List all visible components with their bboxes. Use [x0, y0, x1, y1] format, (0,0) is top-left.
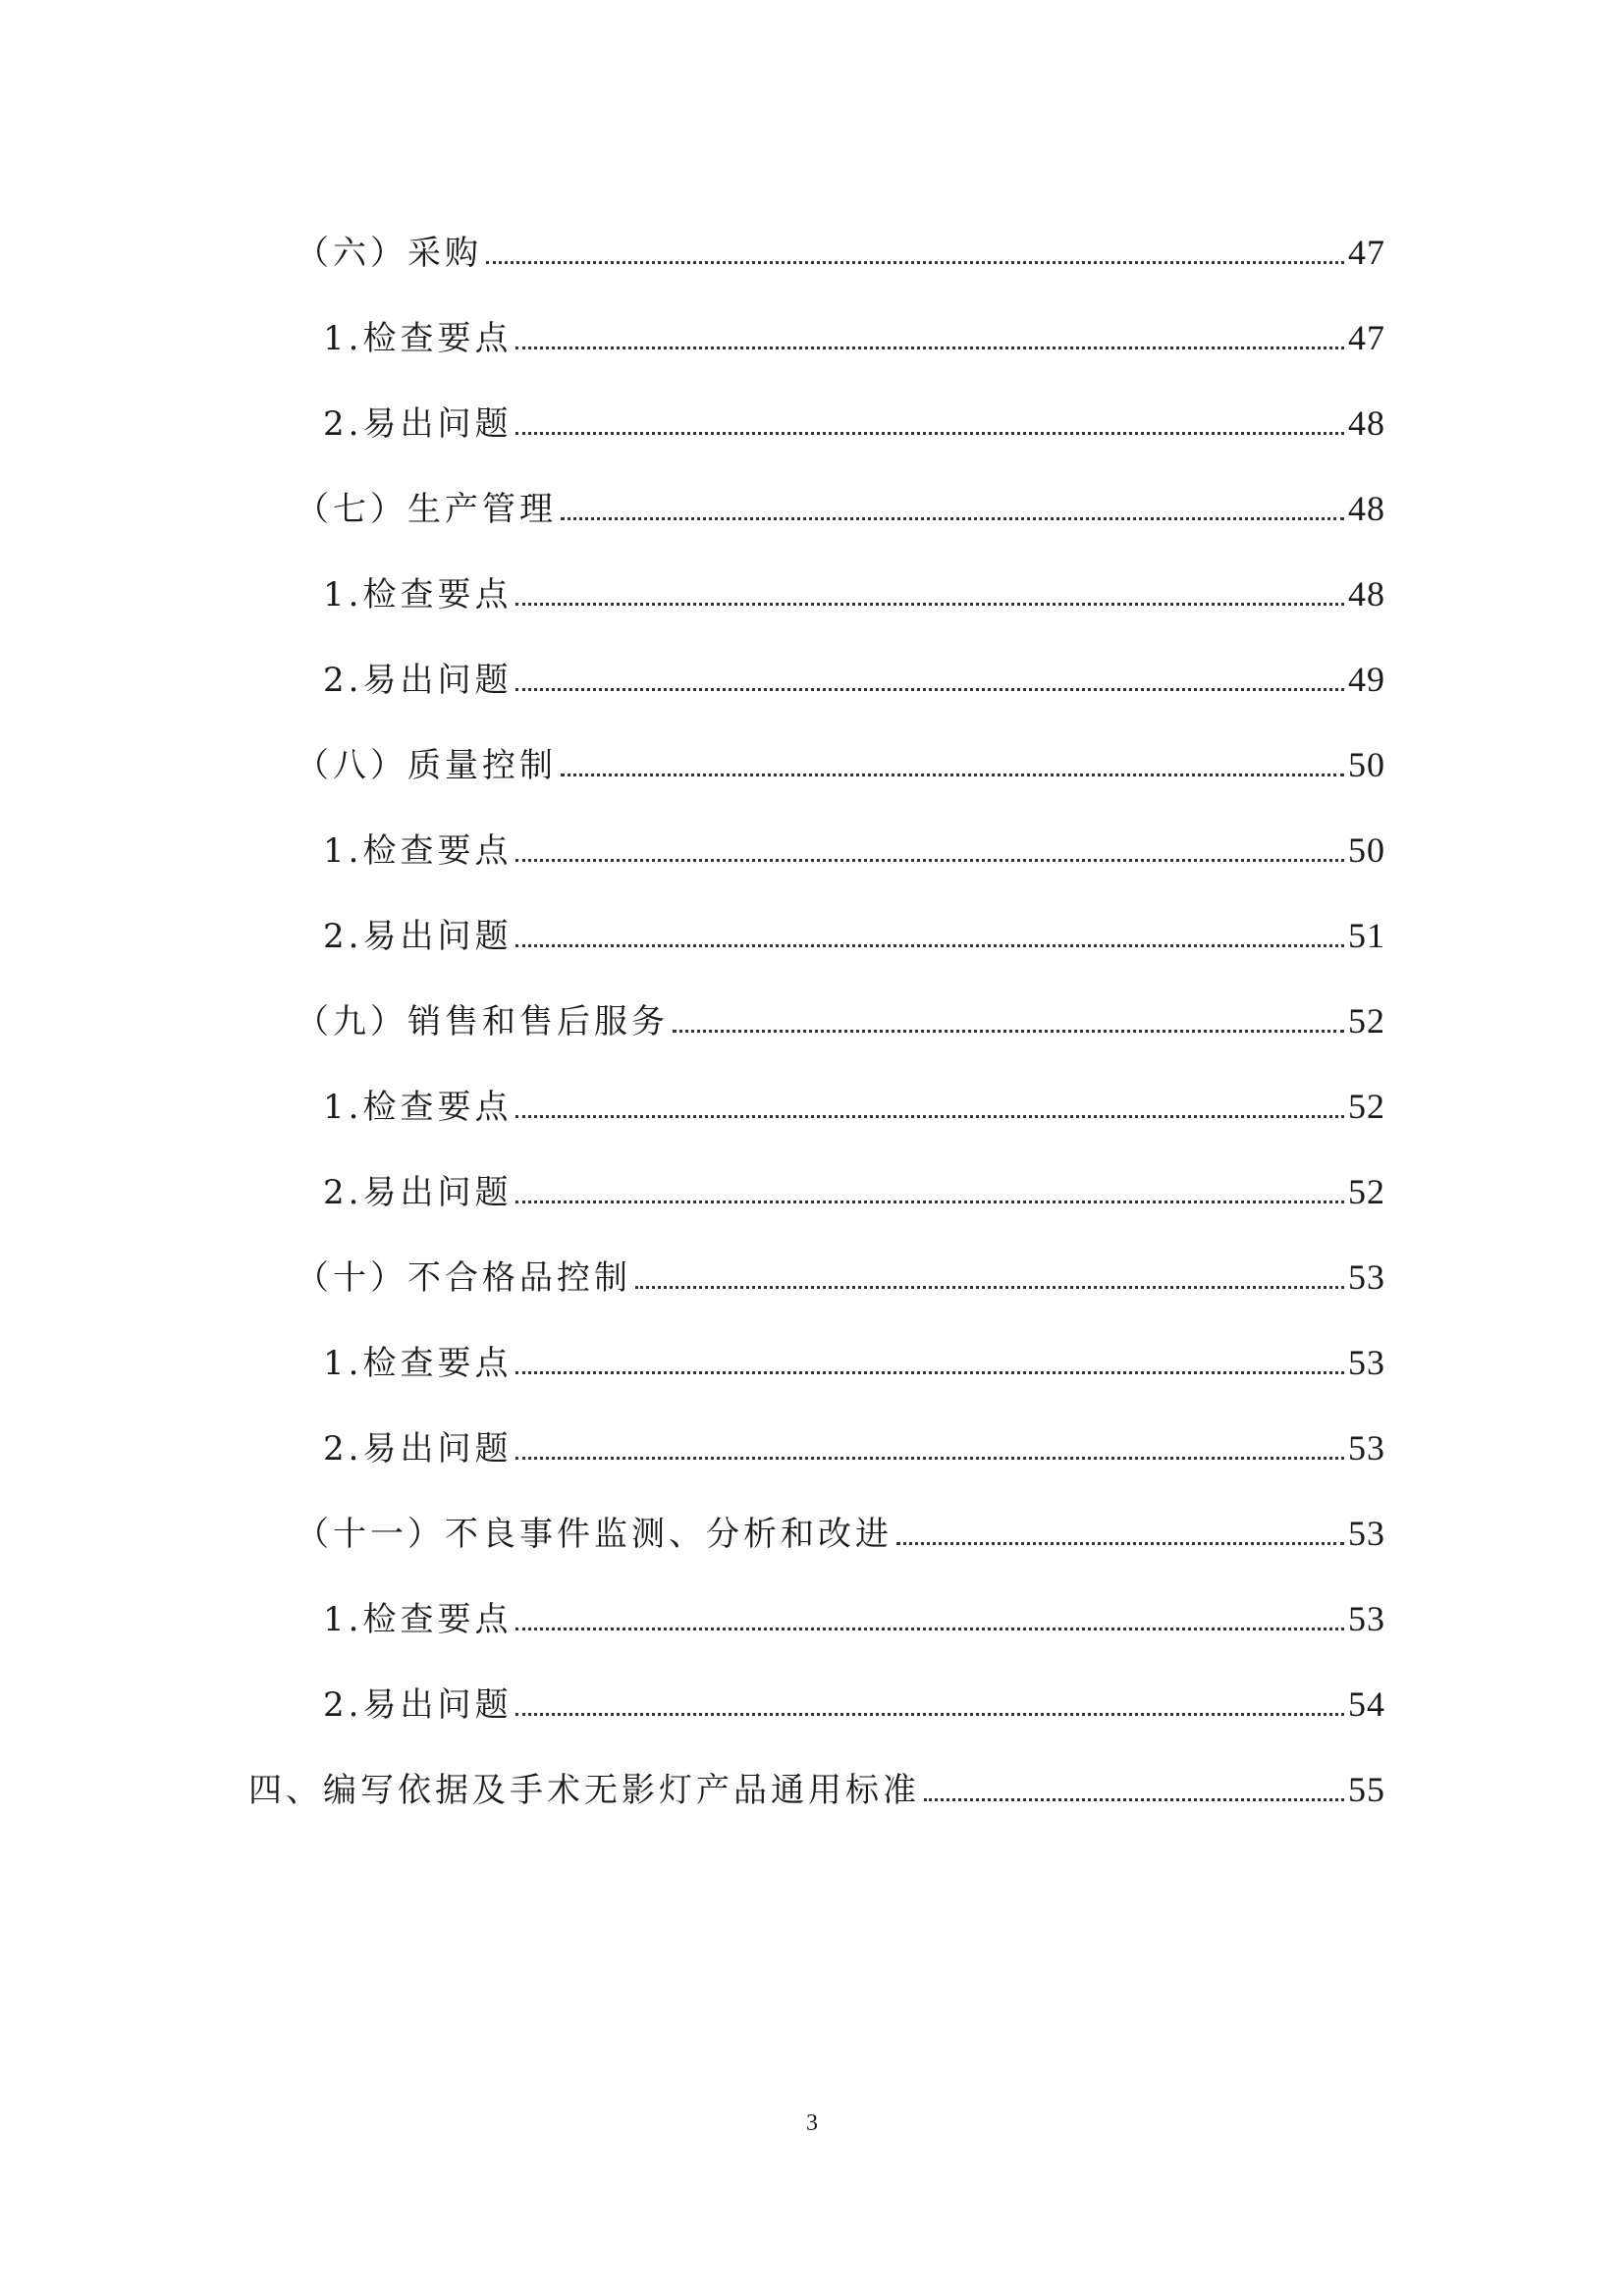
toc-entry-checkpoints[interactable] — [323, 1321, 1385, 1383]
dot-leader — [515, 1371, 1344, 1374]
dot-leader — [486, 261, 1344, 264]
toc-entry-adverse-event-monitoring[interactable] — [296, 1492, 1385, 1554]
toc-entry-page: 50 — [1348, 745, 1385, 784]
toc-entry-label: 四、编写依据及手术无影灯产品通用标准 — [248, 1771, 920, 1810]
toc-entry-page: 47 — [1348, 318, 1385, 357]
dot-leader — [515, 1201, 1344, 1203]
dot-leader — [515, 859, 1344, 862]
toc-entry-label: （七）生产管理 — [296, 490, 557, 529]
dot-leader — [515, 1713, 1344, 1716]
toc-entry-checkpoints[interactable] — [323, 1065, 1385, 1127]
toc-entry-page: 52 — [1348, 1001, 1385, 1041]
toc-entry-page: 53 — [1348, 1428, 1385, 1468]
toc-entry-page: 48 — [1348, 403, 1385, 443]
toc-entry-label: （十一）不良事件监测、分析和改进 — [296, 1515, 893, 1554]
toc-entry-checkpoints[interactable] — [323, 809, 1385, 871]
toc-entry-page: 47 — [1348, 233, 1385, 272]
toc-entry-nonconforming-control[interactable] — [296, 1236, 1385, 1298]
toc-entry-common-issues[interactable] — [323, 1407, 1385, 1466]
toc-entry-page: 51 — [1348, 916, 1385, 955]
toc-entry-label: 1.检查要点 — [323, 1600, 513, 1639]
toc-entry-page: 53 — [1348, 1599, 1385, 1638]
toc-entry-label: 2.易出问题 — [323, 1685, 513, 1725]
page-number: 3 — [806, 2110, 818, 2136]
toc-entry-common-issues[interactable] — [323, 894, 1385, 956]
toc-entry-label: 1.检查要点 — [323, 319, 513, 358]
toc-entry-quality-control[interactable] — [296, 723, 1385, 785]
toc-entry-page: 52 — [1348, 1172, 1385, 1211]
toc-entry-label: （八）质量控制 — [296, 746, 557, 785]
toc-entry-label: 2.易出问题 — [323, 661, 513, 700]
toc-entry-page: 52 — [1348, 1087, 1385, 1126]
toc-entry-checkpoints[interactable] — [323, 1577, 1385, 1639]
toc-entry-page: 53 — [1348, 1257, 1385, 1297]
dot-leader — [515, 1457, 1344, 1460]
toc-entry-page: 50 — [1348, 830, 1385, 870]
toc-entry-label: 2.易出问题 — [323, 1173, 513, 1212]
dot-leader — [515, 688, 1344, 691]
dot-leader — [515, 347, 1344, 349]
dot-leader — [515, 603, 1344, 606]
toc-entry-checkpoints[interactable] — [323, 296, 1385, 358]
toc-entry-common-issues[interactable] — [323, 638, 1385, 700]
toc-entry-label: 2.易出问题 — [323, 1429, 513, 1468]
toc-entry-label: 1.检查要点 — [323, 831, 513, 871]
toc-entry-label: （六）采购 — [296, 234, 482, 273]
toc-entry-references-and-standards[interactable] — [248, 1748, 1385, 1810]
dot-leader — [924, 1798, 1344, 1801]
dot-leader — [515, 1115, 1344, 1118]
toc-entry-label: 1.检查要点 — [323, 1088, 513, 1127]
toc-entry-common-issues[interactable] — [323, 382, 1385, 444]
dot-leader — [635, 1286, 1344, 1289]
toc-entry-label: 1.检查要点 — [323, 1344, 513, 1383]
toc-entry-page: 54 — [1348, 1684, 1385, 1724]
toc-entry-page: 48 — [1348, 489, 1385, 528]
toc-entry-label: （九）销售和售后服务 — [296, 1002, 669, 1041]
dot-leader — [561, 517, 1344, 520]
toc-entry-label: 2.易出问题 — [323, 404, 513, 444]
dot-leader — [896, 1542, 1344, 1545]
toc-entry-checkpoints[interactable] — [323, 553, 1385, 612]
dot-leader — [515, 944, 1344, 947]
toc-entry-common-issues[interactable] — [323, 1663, 1385, 1725]
toc-entry-production-management[interactable] — [296, 467, 1385, 529]
dot-leader — [673, 1030, 1344, 1033]
toc-entry-page: 55 — [1348, 1770, 1385, 1809]
toc-entry-label: 1.检查要点 — [323, 575, 513, 614]
toc-entry-page: 53 — [1348, 1343, 1385, 1382]
toc-entry-procurement[interactable] — [296, 211, 1385, 273]
dot-leader — [561, 774, 1344, 776]
dot-leader — [515, 432, 1344, 435]
toc-entry-page: 53 — [1348, 1514, 1385, 1553]
toc-entry-common-issues[interactable] — [323, 1150, 1385, 1212]
toc-entry-label: 2.易出问题 — [323, 917, 513, 956]
toc-entry-sales-and-after-sales[interactable] — [296, 980, 1385, 1039]
toc-entry-label: （十）不合格品控制 — [296, 1258, 631, 1298]
toc-entry-page: 49 — [1348, 660, 1385, 699]
toc-entry-page: 48 — [1348, 574, 1385, 614]
dot-leader — [515, 1628, 1344, 1630]
